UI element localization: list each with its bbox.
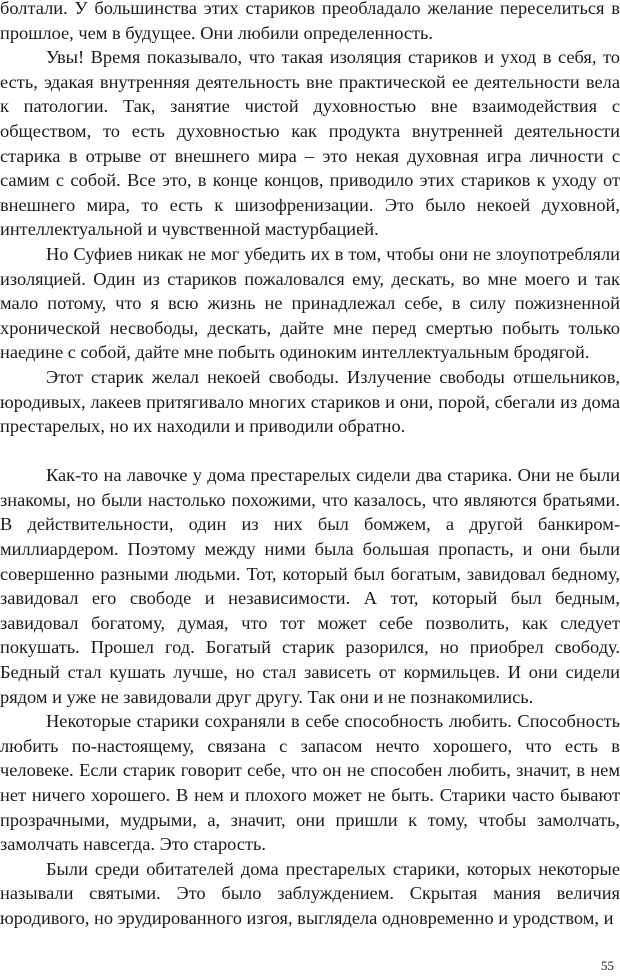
paragraph-two-old-men: Как-то на лавочке у дома престарелых сидели два старика. Они не были знакомы, но были настолько похожими, что казалось, что являются братьями. В действительности, один из них был бомжем, а другой банкиром-миллиардером. Поэтому между ними была большая пропасть, и они были совершенно разными людьми. Тот, который был богатым, завидовал бедному, завидовал его свободе и независимости. А тот, который был бедным, завидовал богатому, думая, что тот может себе позволить, как следует покушать. Прошел год. Богатый старик разорился, но приобрел свободу. Бедный стал кушать лучше, но стал зависеть от кормильцев. И они сидели рядом и уже не завидовали друг другу. Так они и не познакомились.: [0, 465, 620, 707]
paragraph-freedom: Этот старик желал некоей свободы. Излучение свободы отшельников, юродивых, лакеев притягивало многих стариков и они, порой, сбегали из дома престарелых, но их находили и приводили обратно.: [0, 366, 620, 437]
paragraph-isolation-pathology: Увы! Время показывало, что такая изоляция стариков и уход в себя, то есть, эдакая внутренняя деятельность вне практической ее деятельности вела к патологии. Так, занятие чистой духовностью вне взаимодействия с обществом, то есть духовностью как продукта внутренней деятельности старика в отрыве от внешнего мира – это некая духовная игра личности с самим с собой. Все это, в конце концов, приводило этих стариков к уходу от внешнего мира, то есть к шизофренизации. Это было некоей духовной, интеллектуальной и чувственной мастурбацией.: [0, 47, 620, 240]
paragraph-continuation: болтали. У большинства этих стариков преобладало желание переселиться в прошлое, чем в будущее. Они любили определенность.: [0, 0, 620, 43]
paragraph-sufiev: Но Суфиев никак не мог убедить их в том, чтобы они не злоупотребляли изоляцией. Один из стариков пожаловался ему, дескать, во мне моего и так мало потому, что я всю жизнь не принадлежал себе, в силу пожизненной хронической несвободы, дескать, дайте мне перед смертью побыть только наедине с собой, дайте мне побыть одиноким интеллектуальным бродягой.: [0, 243, 620, 363]
paragraph-ability-to-love: Некоторые старики сохраняли в себе способность любить. Способность любить по-настоящему, связана с запасом нечто хорошего, что есть в человеке. Если старик говорит себе, что он не способен любить, значит, в нем нет ничего хорошего. В нем и плохого может не быть. Старики часто бывают прозрачными, мудрыми, а, значит, они пришли к тому, чтобы замолчать, замолчать навсегда. Это старость.: [0, 711, 620, 855]
page-number: 55: [601, 958, 614, 973]
paragraph-saints: Были среди обитателей дома престарелых старики, которых некоторые называли святыми. Это было заблуждением. Скрытая мания величия юродивого, но эрудированного изгоя, выглядела одновременно и уродством, и: [0, 858, 620, 928]
